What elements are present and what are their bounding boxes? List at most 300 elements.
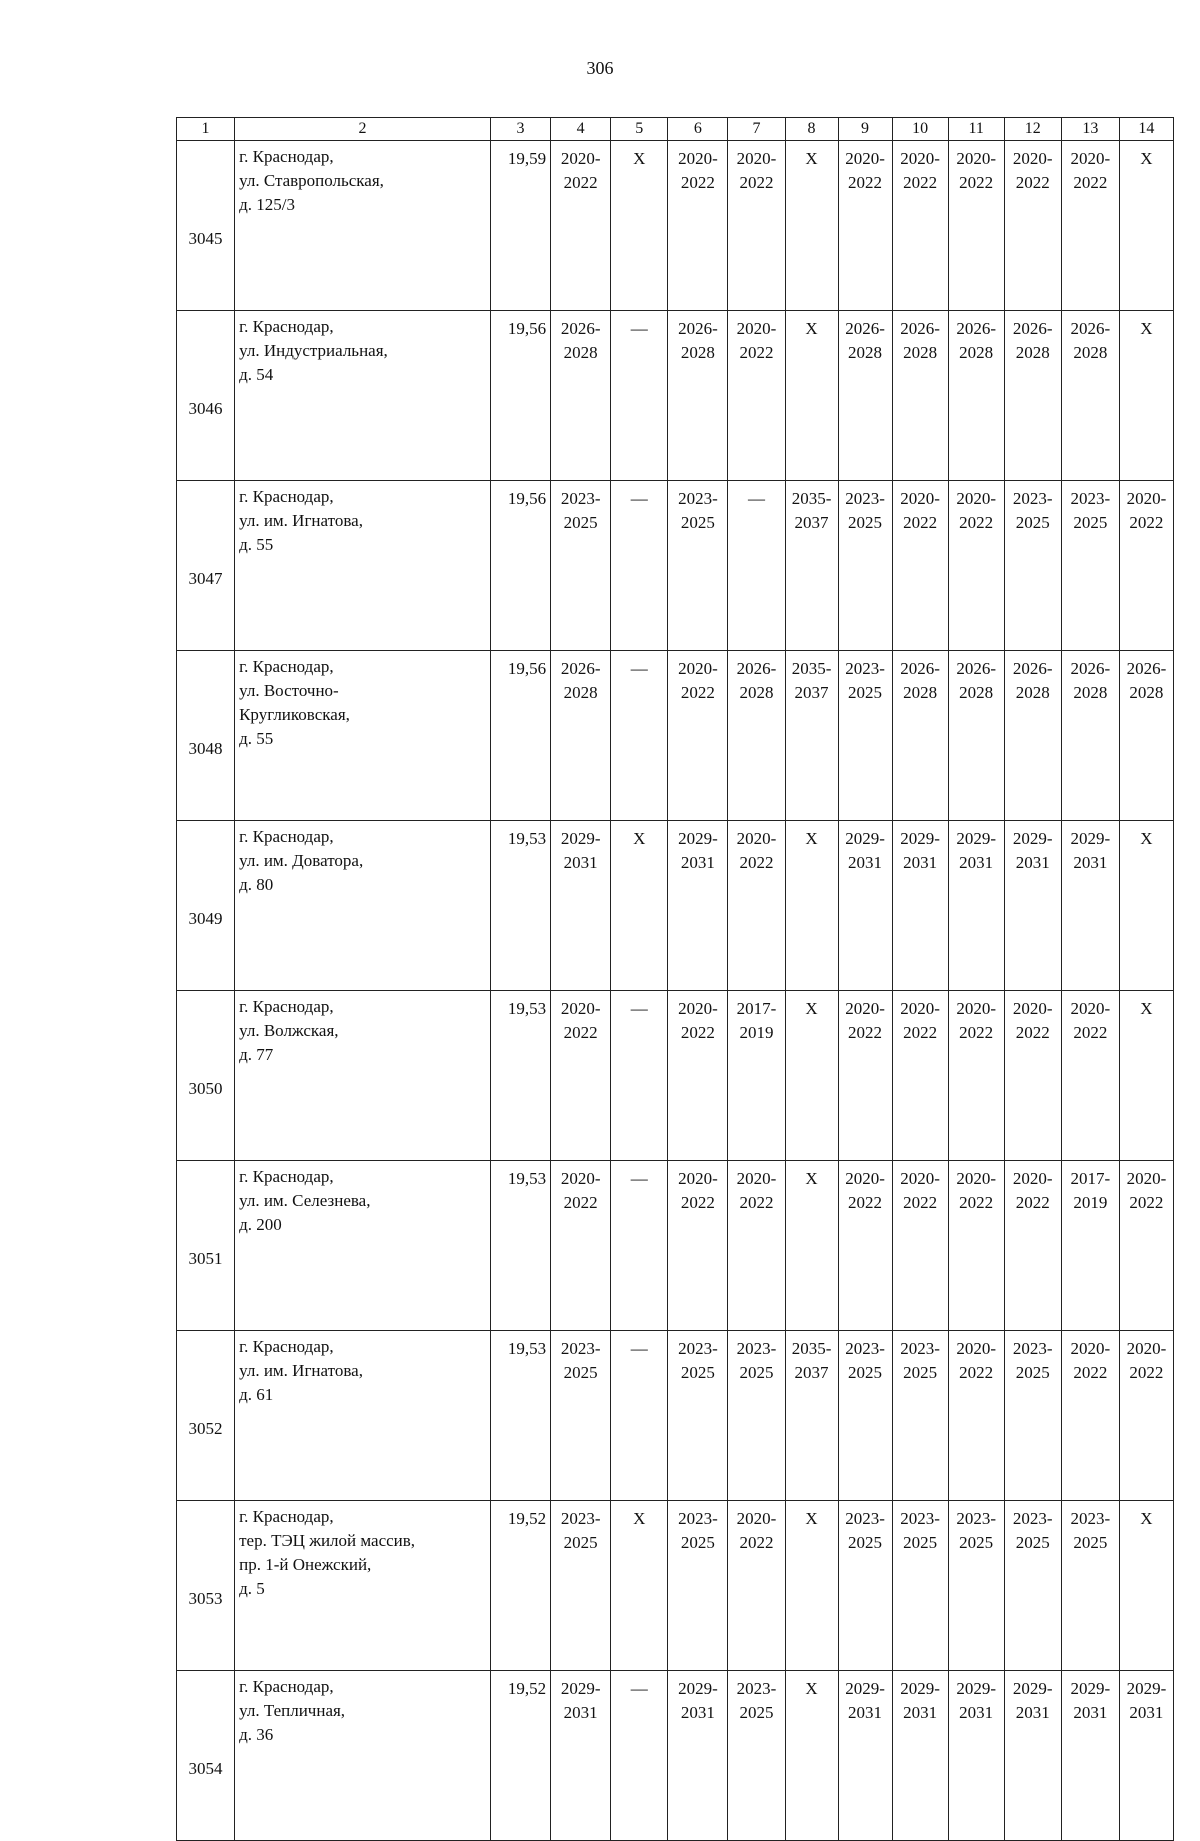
period-cell bbox=[611, 991, 668, 1161]
period-text: 2023- bbox=[560, 1509, 601, 1528]
table-row bbox=[177, 141, 1174, 311]
period-text: 2025 bbox=[848, 1363, 883, 1382]
column-header: 6 bbox=[668, 118, 728, 141]
address-line: г. Краснодар, bbox=[239, 487, 334, 506]
period-text: 2020- bbox=[736, 319, 777, 338]
period-text: X bbox=[805, 829, 818, 848]
period-text: 2035- bbox=[791, 659, 832, 678]
period-text: 2026- bbox=[845, 319, 885, 338]
period-cell bbox=[728, 141, 785, 311]
period-text: 2029- bbox=[1126, 1679, 1167, 1698]
period-cell bbox=[892, 821, 948, 991]
period-cell bbox=[1061, 481, 1119, 651]
address-line: Кругликовская, bbox=[239, 705, 350, 724]
period-text: 2022 bbox=[903, 173, 938, 192]
period-cell bbox=[1004, 821, 1061, 991]
period-text: 2029- bbox=[678, 829, 718, 848]
period-text: 2031 bbox=[1073, 1703, 1108, 1722]
value-cell: 19,53 bbox=[490, 821, 550, 991]
period-text: 2022 bbox=[903, 1023, 938, 1042]
period-text: 2026- bbox=[956, 659, 996, 678]
table-row bbox=[177, 1161, 1174, 1331]
period-text: 2025 bbox=[739, 1363, 774, 1382]
period-text: X bbox=[805, 319, 818, 338]
period-text: 2031 bbox=[563, 853, 598, 872]
period-text: 2020- bbox=[956, 1339, 996, 1358]
period-text: 2020- bbox=[956, 149, 996, 168]
period-cell bbox=[1061, 311, 1119, 481]
period-cell bbox=[728, 651, 785, 821]
value-cell: 19,56 bbox=[490, 481, 550, 651]
period-text: 2028 bbox=[959, 343, 994, 362]
period-text: X bbox=[1140, 829, 1153, 848]
value-cell: 19,53 bbox=[490, 1331, 550, 1501]
period-text: 2026- bbox=[956, 319, 996, 338]
period-cell bbox=[668, 1331, 728, 1501]
period-text: X bbox=[805, 1169, 818, 1188]
address-line: д. 55 bbox=[239, 535, 274, 554]
period-cell bbox=[668, 1501, 728, 1671]
period-cell bbox=[785, 141, 838, 311]
period-text: 2023- bbox=[900, 1339, 940, 1358]
period-cell bbox=[785, 481, 838, 651]
period-cell bbox=[611, 141, 668, 311]
period-cell bbox=[838, 1331, 892, 1501]
period-cell bbox=[551, 481, 611, 651]
period-text: 2023- bbox=[1070, 1509, 1111, 1528]
period-text: 2028 bbox=[903, 683, 938, 702]
period-text: 2022 bbox=[1129, 513, 1164, 532]
address-line: ул. им. Игнатова, bbox=[239, 511, 363, 530]
page-number: 306 bbox=[586, 58, 614, 78]
period-text: 2020- bbox=[678, 659, 718, 678]
period-text: 2020- bbox=[956, 489, 996, 508]
row-number: 3050 bbox=[177, 991, 235, 1161]
period-cell bbox=[838, 1671, 892, 1841]
period-text: 2022 bbox=[1015, 1193, 1050, 1212]
period-cell bbox=[785, 821, 838, 991]
value-cell: 19,59 bbox=[490, 141, 550, 311]
period-cell bbox=[668, 311, 728, 481]
period-text: 2026- bbox=[736, 659, 777, 678]
period-text: 2025 bbox=[680, 1533, 715, 1552]
period-text: 2029- bbox=[956, 1679, 996, 1698]
address-line: г. Краснодар, bbox=[239, 1507, 334, 1526]
period-cell bbox=[728, 821, 785, 991]
period-text: 2022 bbox=[848, 1023, 883, 1042]
value-cell: 19,53 bbox=[490, 1161, 550, 1331]
period-cell bbox=[551, 1161, 611, 1331]
address-line: ул. им. Селезнева, bbox=[239, 1191, 371, 1210]
table-header-row bbox=[177, 118, 1174, 141]
address-line: д. 61 bbox=[239, 1385, 274, 1404]
period-cell bbox=[668, 141, 728, 311]
address-cell bbox=[235, 991, 491, 1161]
period-cell bbox=[1004, 991, 1061, 1161]
period-cell bbox=[728, 1501, 785, 1671]
period-text: 2026- bbox=[560, 319, 601, 338]
period-text: — bbox=[630, 1679, 648, 1698]
address-line: г. Краснодар, bbox=[239, 1167, 334, 1186]
period-text: 2022 bbox=[848, 1193, 883, 1212]
period-text: 2025 bbox=[903, 1363, 938, 1382]
period-text: 2031 bbox=[1129, 1703, 1164, 1722]
address-line: ул. Тепличная, bbox=[239, 1701, 346, 1720]
period-cell bbox=[611, 1501, 668, 1671]
period-text: 2031 bbox=[959, 1703, 994, 1722]
period-text: 2029- bbox=[845, 1679, 885, 1698]
period-text: 2022 bbox=[903, 1193, 938, 1212]
period-cell bbox=[1061, 1161, 1119, 1331]
period-text: 2025 bbox=[1015, 513, 1050, 532]
period-text: — bbox=[630, 659, 648, 678]
period-text: 2023- bbox=[1012, 1339, 1053, 1358]
period-cell bbox=[668, 991, 728, 1161]
period-text: 2029- bbox=[560, 1679, 601, 1698]
period-text: 2029- bbox=[900, 829, 940, 848]
period-cell bbox=[838, 821, 892, 991]
address-cell bbox=[235, 1501, 491, 1671]
period-cell bbox=[948, 141, 1004, 311]
period-text: 2031 bbox=[563, 1703, 598, 1722]
period-text: 2028 bbox=[848, 343, 883, 362]
address-line: ул. им. Игнатова, bbox=[239, 1361, 363, 1380]
period-cell bbox=[1119, 141, 1173, 311]
period-text: 2025 bbox=[959, 1533, 994, 1552]
period-text: X bbox=[1140, 1509, 1153, 1528]
period-text: 2029- bbox=[900, 1679, 940, 1698]
period-text: — bbox=[630, 489, 648, 508]
address-cell bbox=[235, 1161, 491, 1331]
period-cell bbox=[668, 821, 728, 991]
period-text: 2017- bbox=[736, 999, 777, 1018]
address-line: ул. Восточно- bbox=[239, 681, 339, 700]
period-text: 2026- bbox=[1070, 659, 1111, 678]
period-cell bbox=[948, 481, 1004, 651]
period-text: X bbox=[805, 1679, 818, 1698]
period-text: 2022 bbox=[903, 513, 938, 532]
period-text: X bbox=[1140, 999, 1153, 1018]
period-text: 2020- bbox=[560, 1169, 601, 1188]
period-cell bbox=[668, 651, 728, 821]
period-text: 2035- bbox=[791, 1339, 832, 1358]
period-text: 2022 bbox=[1073, 1023, 1108, 1042]
period-cell bbox=[1004, 651, 1061, 821]
address-cell bbox=[235, 311, 491, 481]
address-line: д. 80 bbox=[239, 875, 274, 894]
period-text: 2028 bbox=[563, 343, 598, 362]
period-text: 2025 bbox=[1073, 1533, 1108, 1552]
period-text: 2020- bbox=[1012, 1169, 1053, 1188]
period-text: 2026- bbox=[1012, 659, 1053, 678]
period-cell bbox=[1004, 1671, 1061, 1841]
period-text: 2026- bbox=[900, 659, 940, 678]
period-cell bbox=[728, 481, 785, 651]
address-line: д. 200 bbox=[239, 1215, 282, 1234]
value-cell: 19,52 bbox=[490, 1671, 550, 1841]
period-cell bbox=[1119, 651, 1173, 821]
table-row bbox=[177, 481, 1174, 651]
column-header: 1 bbox=[177, 118, 235, 141]
period-cell bbox=[892, 1671, 948, 1841]
period-text: 2029- bbox=[956, 829, 996, 848]
value-cell: 19,56 bbox=[490, 311, 550, 481]
period-text: 2022 bbox=[1015, 1023, 1050, 1042]
period-cell bbox=[668, 481, 728, 651]
period-text: 2029- bbox=[678, 1679, 718, 1698]
period-text: 2031 bbox=[1015, 1703, 1050, 1722]
period-cell bbox=[1119, 1161, 1173, 1331]
period-cell bbox=[728, 311, 785, 481]
address-line: д. 77 bbox=[239, 1045, 274, 1064]
period-cell bbox=[948, 991, 1004, 1161]
period-text: 2023- bbox=[560, 1339, 601, 1358]
period-text: 2028 bbox=[903, 343, 938, 362]
period-text: 2025 bbox=[563, 1533, 598, 1552]
period-text: 2029- bbox=[1012, 829, 1053, 848]
period-text: 2028 bbox=[1015, 343, 1050, 362]
period-text: 2022 bbox=[1129, 1363, 1164, 1382]
period-text: 2023- bbox=[1070, 489, 1111, 508]
period-cell bbox=[611, 1161, 668, 1331]
table-row bbox=[177, 1501, 1174, 1671]
period-text: 2025 bbox=[1073, 513, 1108, 532]
column-header: 10 bbox=[892, 118, 948, 141]
period-text: 2022 bbox=[680, 1193, 715, 1212]
period-cell bbox=[892, 1501, 948, 1671]
period-cell bbox=[728, 1671, 785, 1841]
period-cell bbox=[892, 651, 948, 821]
column-header: 13 bbox=[1061, 118, 1119, 141]
period-text: 2028 bbox=[1015, 683, 1050, 702]
period-text: 2029- bbox=[845, 829, 885, 848]
period-text: 2017- bbox=[1070, 1169, 1111, 1188]
period-text: 2031 bbox=[959, 853, 994, 872]
period-cell bbox=[892, 991, 948, 1161]
period-cell bbox=[611, 481, 668, 651]
period-cell bbox=[1119, 1501, 1173, 1671]
row-number: 3049 bbox=[177, 821, 235, 991]
address-cell bbox=[235, 481, 491, 651]
period-text: X bbox=[633, 829, 646, 848]
period-text: 2023- bbox=[736, 1339, 777, 1358]
value-cell: 19,56 bbox=[490, 651, 550, 821]
period-text: 2031 bbox=[903, 853, 938, 872]
address-line: ул. Индустриальная, bbox=[239, 341, 388, 360]
period-cell bbox=[1119, 821, 1173, 991]
period-text: — bbox=[630, 999, 648, 1018]
period-text: 2020- bbox=[560, 149, 601, 168]
address-line: д. 36 bbox=[239, 1725, 274, 1744]
period-cell bbox=[1119, 481, 1173, 651]
period-text: — bbox=[630, 1169, 648, 1188]
period-cell bbox=[1004, 1161, 1061, 1331]
table-row bbox=[177, 651, 1174, 821]
period-cell bbox=[1061, 1671, 1119, 1841]
column-header: 7 bbox=[728, 118, 785, 141]
address-line: тер. ТЭЦ жилой массив, bbox=[239, 1531, 416, 1550]
period-text: 2020- bbox=[736, 1169, 777, 1188]
address-line: ул. Ставропольская, bbox=[239, 171, 384, 190]
period-text: 2025 bbox=[563, 513, 598, 532]
period-text: 2020- bbox=[900, 999, 940, 1018]
period-text: 2026- bbox=[1012, 319, 1053, 338]
period-text: 2025 bbox=[563, 1363, 598, 1382]
period-text: 2022 bbox=[563, 1193, 598, 1212]
period-text: 2022 bbox=[959, 173, 994, 192]
period-text: 2028 bbox=[959, 683, 994, 702]
period-text: 2022 bbox=[680, 1023, 715, 1042]
period-text: 2020- bbox=[1070, 999, 1111, 1018]
period-text: 2023- bbox=[845, 489, 885, 508]
period-text: 2022 bbox=[739, 853, 774, 872]
period-cell bbox=[1061, 821, 1119, 991]
period-cell bbox=[728, 1331, 785, 1501]
period-text: 2031 bbox=[680, 853, 715, 872]
period-text: 2022 bbox=[1073, 1363, 1108, 1382]
period-text: 2025 bbox=[1015, 1533, 1050, 1552]
period-cell bbox=[948, 651, 1004, 821]
period-text: X bbox=[805, 149, 818, 168]
row-number: 3052 bbox=[177, 1331, 235, 1501]
period-text: 2025 bbox=[1015, 1363, 1050, 1382]
period-text: 2023- bbox=[956, 1509, 996, 1528]
address-line: д. 55 bbox=[239, 729, 274, 748]
period-text: 2020- bbox=[956, 999, 996, 1018]
table-row bbox=[177, 991, 1174, 1161]
column-header: 3 bbox=[490, 118, 550, 141]
period-text: 2035- bbox=[791, 489, 832, 508]
period-text: 2026- bbox=[1070, 319, 1111, 338]
table-row bbox=[177, 311, 1174, 481]
period-cell bbox=[838, 481, 892, 651]
period-cell bbox=[785, 1671, 838, 1841]
period-cell bbox=[785, 1501, 838, 1671]
period-text: 2022 bbox=[1073, 173, 1108, 192]
address-cell bbox=[235, 1331, 491, 1501]
period-cell bbox=[728, 1161, 785, 1331]
period-cell bbox=[551, 821, 611, 991]
period-text: 2037 bbox=[794, 683, 829, 702]
period-text: 2020- bbox=[845, 999, 885, 1018]
period-text: 2020- bbox=[736, 149, 777, 168]
table-row bbox=[177, 1331, 1174, 1501]
period-text: 2026- bbox=[900, 319, 940, 338]
address-line: г. Краснодар, bbox=[239, 1337, 334, 1356]
column-header: 2 bbox=[235, 118, 491, 141]
period-cell bbox=[948, 1501, 1004, 1671]
period-text: 2022 bbox=[959, 1363, 994, 1382]
period-cell bbox=[668, 1671, 728, 1841]
address-line: ул. Волжская, bbox=[239, 1021, 339, 1040]
period-cell bbox=[1061, 1501, 1119, 1671]
period-text: 2020- bbox=[900, 489, 940, 508]
row-number: 3051 bbox=[177, 1161, 235, 1331]
column-header: 5 bbox=[611, 118, 668, 141]
period-text: 2020- bbox=[1126, 1339, 1167, 1358]
column-header: 14 bbox=[1119, 118, 1173, 141]
period-text: 2020- bbox=[560, 999, 601, 1018]
period-text: 2026- bbox=[1126, 659, 1167, 678]
period-text: 2029- bbox=[1070, 829, 1111, 848]
period-cell bbox=[838, 991, 892, 1161]
period-text: 2022 bbox=[1015, 173, 1050, 192]
column-header: 8 bbox=[785, 118, 838, 141]
period-cell bbox=[1061, 991, 1119, 1161]
column-header: 12 bbox=[1004, 118, 1061, 141]
period-cell bbox=[551, 311, 611, 481]
period-text: 2020- bbox=[1012, 149, 1053, 168]
period-text: 2029- bbox=[1070, 1679, 1111, 1698]
period-cell bbox=[611, 1331, 668, 1501]
period-cell bbox=[1004, 1331, 1061, 1501]
period-cell bbox=[1119, 1671, 1173, 1841]
period-cell bbox=[551, 991, 611, 1161]
period-text: 2028 bbox=[739, 683, 774, 702]
period-text: X bbox=[1140, 319, 1153, 338]
period-text: X bbox=[805, 1509, 818, 1528]
row-number: 3047 bbox=[177, 481, 235, 651]
period-text: 2022 bbox=[1129, 1193, 1164, 1212]
period-cell bbox=[1119, 1331, 1173, 1501]
period-text: 2023- bbox=[678, 1509, 718, 1528]
period-cell bbox=[838, 651, 892, 821]
period-text: 2022 bbox=[848, 173, 883, 192]
period-text: 2020- bbox=[845, 1169, 885, 1188]
period-text: 2031 bbox=[680, 1703, 715, 1722]
period-cell bbox=[551, 651, 611, 821]
period-cell bbox=[948, 1331, 1004, 1501]
period-cell bbox=[1004, 311, 1061, 481]
period-text: 2022 bbox=[959, 1193, 994, 1212]
row-number: 3045 bbox=[177, 141, 235, 311]
address-line: г. Краснодар, bbox=[239, 317, 334, 336]
period-text: 2029- bbox=[560, 829, 601, 848]
period-cell bbox=[838, 1501, 892, 1671]
period-cell bbox=[785, 991, 838, 1161]
period-cell bbox=[551, 1501, 611, 1671]
period-cell bbox=[838, 311, 892, 481]
period-text: 2025 bbox=[903, 1533, 938, 1552]
table-row bbox=[177, 1671, 1174, 1841]
period-text: 2022 bbox=[739, 173, 774, 192]
period-cell bbox=[1061, 651, 1119, 821]
period-cell bbox=[551, 1671, 611, 1841]
value-cell: 19,53 bbox=[490, 991, 550, 1161]
address-line: ул. им. Доватора, bbox=[239, 851, 364, 870]
data-table bbox=[176, 117, 1174, 1841]
period-text: 2023- bbox=[678, 1339, 718, 1358]
period-text: 2022 bbox=[680, 683, 715, 702]
period-text: 2028 bbox=[563, 683, 598, 702]
period-text: 2020- bbox=[956, 1169, 996, 1188]
period-cell bbox=[892, 1331, 948, 1501]
period-text: 2023- bbox=[678, 489, 718, 508]
period-text: 2022 bbox=[959, 1023, 994, 1042]
address-line: г. Краснодар, bbox=[239, 827, 334, 846]
period-cell bbox=[1061, 141, 1119, 311]
period-text: 2023- bbox=[1012, 489, 1053, 508]
period-cell bbox=[1004, 481, 1061, 651]
period-cell bbox=[611, 821, 668, 991]
period-text: 2023- bbox=[736, 1679, 777, 1698]
period-cell bbox=[892, 481, 948, 651]
period-cell bbox=[1004, 141, 1061, 311]
period-text: 2028 bbox=[1073, 343, 1108, 362]
period-cell bbox=[1119, 311, 1173, 481]
table-row bbox=[177, 821, 1174, 991]
period-text: 2022 bbox=[959, 513, 994, 532]
